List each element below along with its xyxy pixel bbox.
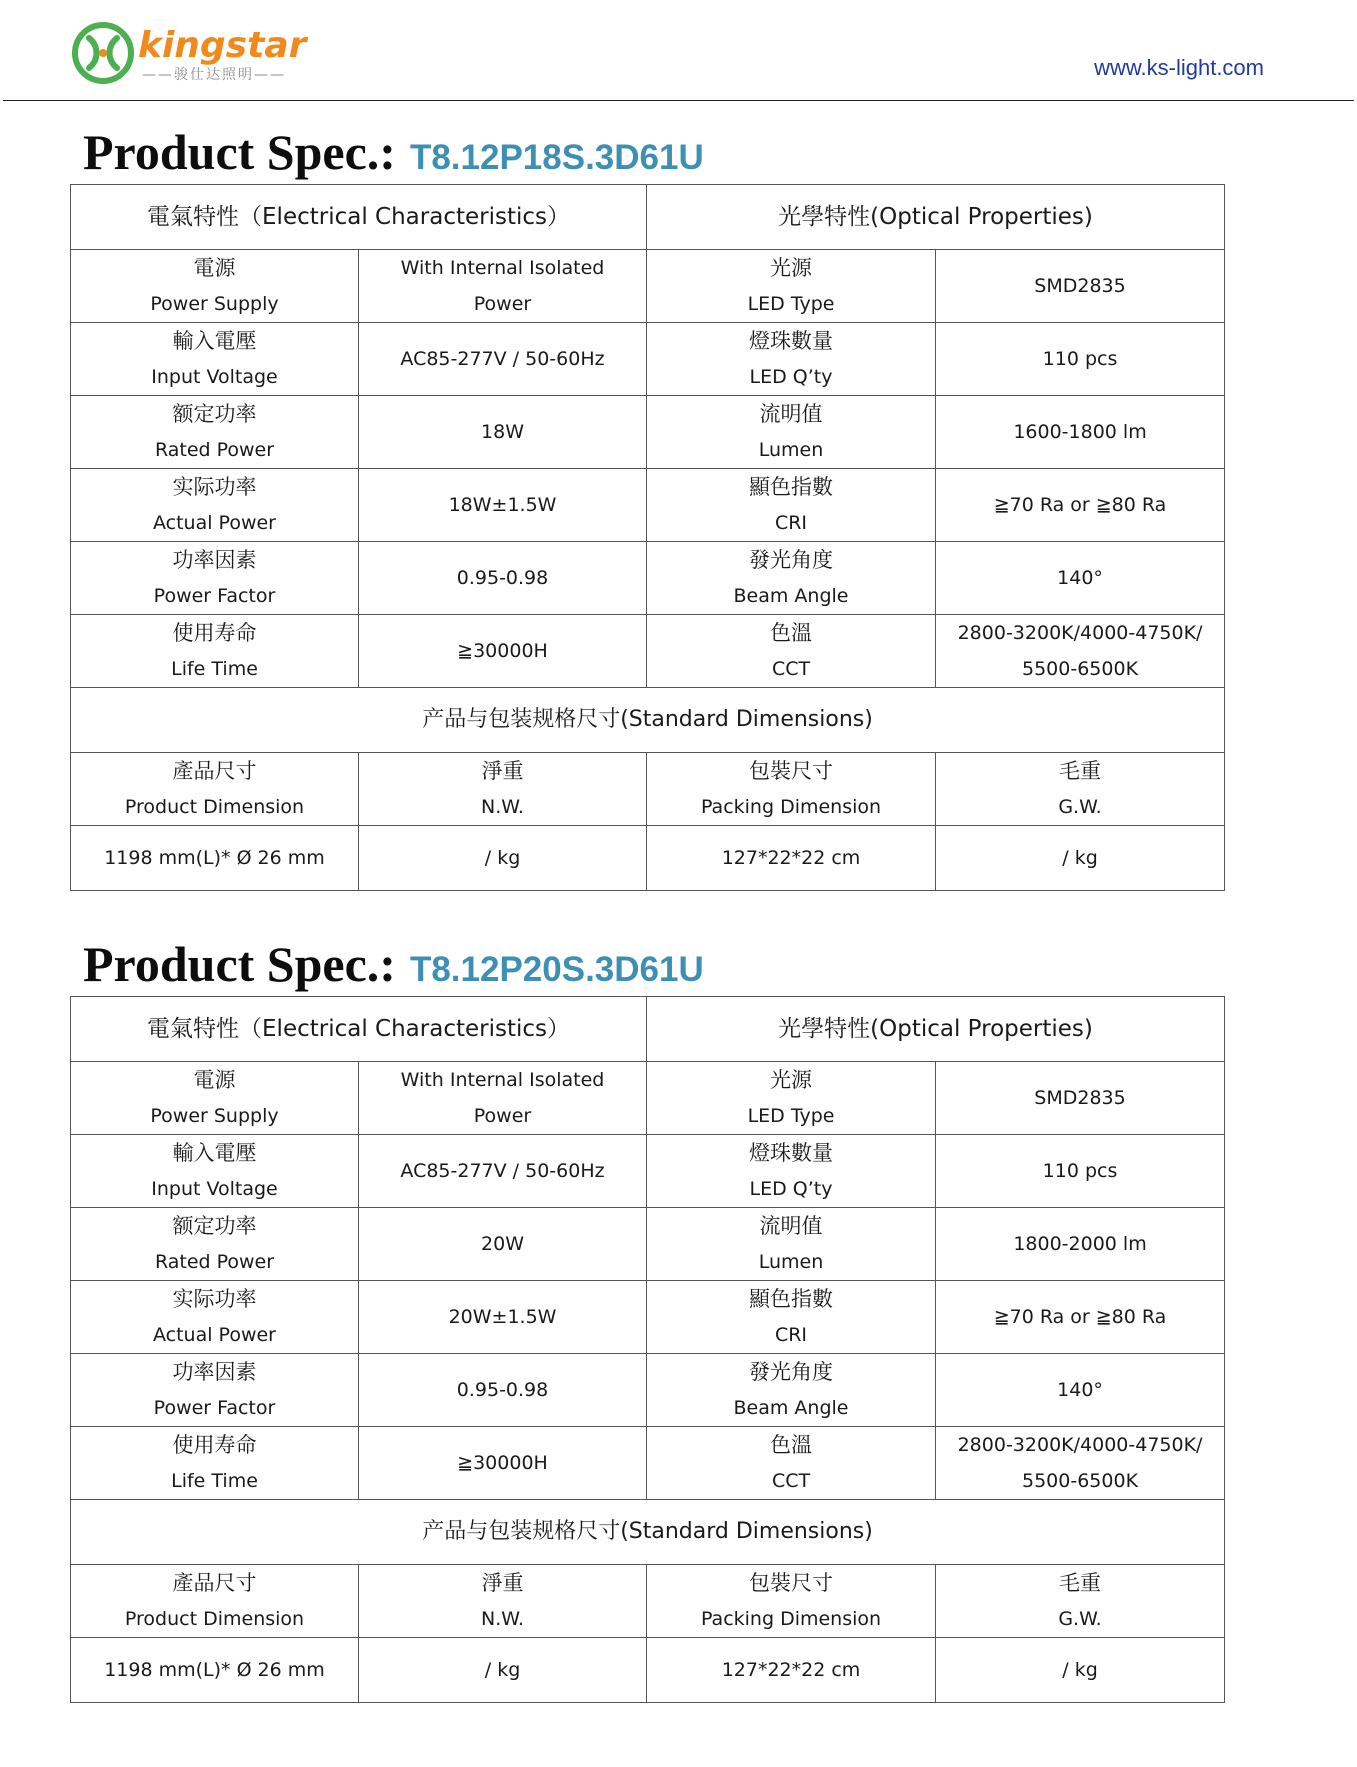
electrical-label-en: Life Time xyxy=(171,1470,258,1492)
electrical-value-line-1: AC85-277V / 50-60Hz xyxy=(400,1160,605,1182)
website-link[interactable]: www.ks-light.com xyxy=(1094,55,1264,80)
optical-value-line-1: 110 pcs xyxy=(1042,348,1118,370)
electrical-label-cn: 实际功率 xyxy=(172,475,257,499)
dimension-label-en: G.W. xyxy=(1058,1608,1102,1630)
dimensions-header: 产品与包装规格尺寸(Standard Dimensions) xyxy=(71,1500,1225,1565)
electrical-value-cell xyxy=(359,396,647,469)
electrical-value-line-1: 0.95-0.98 xyxy=(456,567,549,589)
dimension-label-cell xyxy=(936,753,1225,826)
optical-label-cn: 色溫 xyxy=(770,621,813,645)
electrical-value-cell xyxy=(359,469,647,542)
dimension-label-cn: 產品尺寸 xyxy=(172,759,257,783)
brand-name: kingstar xyxy=(138,25,307,66)
electrical-value-line-1: AC85-277V / 50-60Hz xyxy=(400,348,605,370)
optical-value-cell xyxy=(936,542,1225,615)
optical-value-line-1: 2800-3200K/4000-4750K/ xyxy=(957,622,1203,644)
optical-label-cn: 顯色指數 xyxy=(749,475,834,499)
electrical-label-en: Rated Power xyxy=(154,439,275,461)
electrical-value-cell xyxy=(359,1135,647,1208)
spec-header-row xyxy=(71,997,1225,1062)
optical-value-cell xyxy=(936,1135,1225,1208)
electrical-label-en: Actual Power xyxy=(152,512,276,534)
dimension-label-cell xyxy=(71,1565,359,1638)
page-header xyxy=(0,0,1357,100)
optical-label-cell xyxy=(647,615,936,688)
table-row xyxy=(71,1427,1225,1500)
dimension-label-cell xyxy=(647,753,936,826)
electrical-label-en: Input Voltage xyxy=(151,1178,278,1200)
electrical-value-cell xyxy=(359,615,647,688)
dimension-label-cell xyxy=(647,1565,936,1638)
optical-label-cell xyxy=(647,1208,936,1281)
optical-value-cell xyxy=(936,396,1225,469)
gross-weight-value: / kg xyxy=(936,1638,1225,1703)
optical-label-cn: 色溫 xyxy=(770,1433,813,1457)
dimension-label-cn: 淨重 xyxy=(481,759,524,783)
packing-dimension-value: 127*22*22 cm xyxy=(647,1638,936,1703)
optical-value-line-1: 1800-2000 lm xyxy=(1013,1233,1147,1255)
dimension-label-cn: 毛重 xyxy=(1059,1571,1102,1595)
spec-header-row xyxy=(71,185,1225,250)
optical-value-line-1: SMD2835 xyxy=(1034,1087,1126,1109)
electrical-label-cn: 輸入電壓 xyxy=(172,329,257,353)
optical-value-line-1: ≧70 Ra or ≧80 Ra xyxy=(993,494,1167,516)
table-row xyxy=(71,1354,1225,1427)
electrical-value-line-2: Power xyxy=(473,1105,532,1127)
electrical-value-line-1: ≧30000H xyxy=(457,640,548,662)
electrical-value-cell xyxy=(359,1354,647,1427)
spec-table xyxy=(70,184,1225,891)
electrical-label-cell xyxy=(71,396,359,469)
dimension-label-en: N.W. xyxy=(481,1608,524,1630)
electrical-value-line-1: 20W xyxy=(481,1233,524,1255)
electrical-label-en: Rated Power xyxy=(154,1251,275,1273)
optical-value-cell xyxy=(936,1354,1225,1427)
optical-label-cell xyxy=(647,323,936,396)
optical-value-line-1: 140° xyxy=(1057,1379,1103,1401)
optical-label-cn: 流明值 xyxy=(759,1214,823,1238)
dimension-label-cn: 包裝尺寸 xyxy=(749,1571,834,1595)
optical-label-cell xyxy=(647,469,936,542)
optical-value-line-1: 1600-1800 lm xyxy=(1013,421,1147,443)
optical-label-en: Lumen xyxy=(758,439,824,461)
electrical-value-cell xyxy=(359,542,647,615)
table-row xyxy=(71,542,1225,615)
optical-value-line-1: ≧70 Ra or ≧80 Ra xyxy=(993,1306,1167,1328)
optical-label-en: CCT xyxy=(771,658,811,680)
product-dimension-value: 1198 mm(L)* Ø 26 mm xyxy=(71,826,359,891)
optical-value-line-2: 5500-6500K xyxy=(1022,1470,1139,1492)
optical-label-en: LED Type xyxy=(747,293,835,315)
electrical-label-cn: 使用寿命 xyxy=(172,621,257,645)
electrical-label-cn: 额定功率 xyxy=(172,402,257,426)
optical-label-en: LED Type xyxy=(747,1105,835,1127)
electrical-value-cell xyxy=(359,1281,647,1354)
optical-label-en: CRI xyxy=(774,1324,808,1346)
electrical-label-en: Power Supply xyxy=(150,293,279,315)
electrical-label-en: Input Voltage xyxy=(151,366,278,388)
optical-label-cell xyxy=(647,1062,936,1135)
optical-label-cell xyxy=(647,1354,936,1427)
dimension-label-en: Packing Dimension xyxy=(700,1608,882,1630)
optical-label-cn: 燈珠數量 xyxy=(749,1141,834,1165)
electrical-label-cn: 功率因素 xyxy=(172,1360,257,1384)
dimension-label-cell xyxy=(359,753,647,826)
spec-table xyxy=(70,996,1225,1703)
optical-value-cell xyxy=(936,1281,1225,1354)
net-weight-value: / kg xyxy=(359,1638,647,1703)
electrical-value-cell xyxy=(359,1427,647,1500)
electrical-label-cell xyxy=(71,1135,359,1208)
dimensions-value-row xyxy=(71,826,1225,891)
kingstar-logo-icon xyxy=(72,22,134,84)
product-dimension-value: 1198 mm(L)* Ø 26 mm xyxy=(71,1638,359,1703)
optical-label-cell xyxy=(647,1427,936,1500)
dimensions-label-row xyxy=(71,1565,1225,1638)
spec-title-prefix: Product Spec.: xyxy=(83,936,396,992)
optical-value-cell xyxy=(936,615,1225,688)
optical-label-cell xyxy=(647,250,936,323)
spec-title xyxy=(83,936,704,1004)
optical-label-en: Lumen xyxy=(758,1251,824,1273)
optical-label-cn: 燈珠數量 xyxy=(749,329,834,353)
electrical-label-en: Actual Power xyxy=(152,1324,276,1346)
table-row xyxy=(71,250,1225,323)
spec-title-prefix: Product Spec.: xyxy=(83,124,396,180)
optical-value-line-1: 140° xyxy=(1057,567,1103,589)
dimension-label-cn: 包裝尺寸 xyxy=(749,759,834,783)
table-row xyxy=(71,323,1225,396)
electrical-label-cell xyxy=(71,323,359,396)
optical-label-cell xyxy=(647,396,936,469)
optical-value-cell xyxy=(936,1062,1225,1135)
electrical-value-cell xyxy=(359,250,647,323)
electrical-label-cn: 使用寿命 xyxy=(172,1433,257,1457)
electrical-label-cell xyxy=(71,1062,359,1135)
optical-value-line-1: 110 pcs xyxy=(1042,1160,1118,1182)
electrical-value-line-1: 18W±1.5W xyxy=(448,494,557,516)
optical-value-cell xyxy=(936,469,1225,542)
electrical-header: 電氣特性（Electrical Characteristics） xyxy=(71,997,647,1062)
dimension-label-cn: 毛重 xyxy=(1059,759,1102,783)
electrical-header: 電氣特性（Electrical Characteristics） xyxy=(71,185,647,250)
optical-label-cell xyxy=(647,542,936,615)
dimension-label-cell xyxy=(936,1565,1225,1638)
optical-value-line-2: 5500-6500K xyxy=(1022,658,1139,680)
optical-header: 光學特性(Optical Properties) xyxy=(647,185,1225,250)
optical-label-en: Beam Angle xyxy=(733,1397,849,1419)
electrical-value-line-1: 0.95-0.98 xyxy=(456,1379,549,1401)
optical-label-cell xyxy=(647,1281,936,1354)
dimensions-header: 产品与包装规格尺寸(Standard Dimensions) xyxy=(71,688,1225,753)
dimension-label-en: N.W. xyxy=(481,796,524,818)
electrical-label-cell xyxy=(71,250,359,323)
dimensions-header-row xyxy=(71,688,1225,753)
spec-title xyxy=(83,124,704,192)
dimension-label-cn: 淨重 xyxy=(481,1571,524,1595)
optical-label-en: CRI xyxy=(774,512,808,534)
table-row xyxy=(71,615,1225,688)
electrical-label-en: Power Supply xyxy=(150,1105,279,1127)
table-row xyxy=(71,1135,1225,1208)
optical-label-en: LED Q’ty xyxy=(749,1178,833,1200)
electrical-label-cell xyxy=(71,615,359,688)
electrical-label-en: Power Factor xyxy=(153,1397,276,1419)
electrical-value-line-1: With Internal Isolated xyxy=(400,1069,605,1091)
dimension-label-en: G.W. xyxy=(1058,796,1102,818)
electrical-value-line-2: Power xyxy=(473,293,532,315)
electrical-label-cell xyxy=(71,469,359,542)
optical-value-cell xyxy=(936,323,1225,396)
electrical-label-cn: 電源 xyxy=(193,1068,236,1092)
electrical-label-en: Power Factor xyxy=(153,585,276,607)
optical-value-cell xyxy=(936,1208,1225,1281)
header-divider xyxy=(3,100,1354,101)
optical-label-cn: 光源 xyxy=(770,256,813,280)
kingstar-logo xyxy=(72,22,312,86)
dimension-label-en: Packing Dimension xyxy=(700,796,882,818)
dimensions-value-row xyxy=(71,1638,1225,1703)
optical-label-cn: 光源 xyxy=(770,1068,813,1092)
electrical-label-en: Life Time xyxy=(171,658,258,680)
electrical-label-cn: 輸入電壓 xyxy=(172,1141,257,1165)
optical-label-cn: 顯色指數 xyxy=(749,1287,834,1311)
electrical-label-cn: 额定功率 xyxy=(172,1214,257,1238)
electrical-label-cn: 電源 xyxy=(193,256,236,280)
electrical-value-cell xyxy=(359,1062,647,1135)
dimensions-header-row xyxy=(71,1500,1225,1565)
optical-value-line-1: SMD2835 xyxy=(1034,275,1126,297)
optical-label-en: LED Q’ty xyxy=(749,366,833,388)
table-row xyxy=(71,1208,1225,1281)
optical-label-cn: 發光角度 xyxy=(749,1360,834,1384)
optical-label-en: Beam Angle xyxy=(733,585,849,607)
electrical-label-cell xyxy=(71,542,359,615)
electrical-value-line-1: 18W xyxy=(481,421,524,443)
table-row xyxy=(71,1281,1225,1354)
electrical-label-cell xyxy=(71,1208,359,1281)
optical-label-cn: 發光角度 xyxy=(749,548,834,572)
electrical-label-cn: 功率因素 xyxy=(172,548,257,572)
optical-value-cell xyxy=(936,1427,1225,1500)
table-row xyxy=(71,396,1225,469)
optical-value-cell xyxy=(936,250,1225,323)
net-weight-value: / kg xyxy=(359,826,647,891)
spec-model-number: T8.12P18S.3D61U xyxy=(409,138,704,177)
electrical-value-line-1: ≧30000H xyxy=(457,1452,548,1474)
table-row xyxy=(71,469,1225,542)
dimension-label-en: Product Dimension xyxy=(124,1608,305,1630)
gross-weight-value: / kg xyxy=(936,826,1225,891)
dimension-label-en: Product Dimension xyxy=(124,796,305,818)
optical-label-en: CCT xyxy=(771,1470,811,1492)
table-row xyxy=(71,1062,1225,1135)
dimension-label-cell xyxy=(359,1565,647,1638)
packing-dimension-value: 127*22*22 cm xyxy=(647,826,936,891)
electrical-label-cell xyxy=(71,1354,359,1427)
electrical-label-cell xyxy=(71,1281,359,1354)
dimension-label-cn: 產品尺寸 xyxy=(172,1571,257,1595)
spec-model-number: T8.12P20S.3D61U xyxy=(409,950,704,989)
brand-subtitle: ——骏仕达照明—— xyxy=(142,67,286,83)
dimensions-label-row xyxy=(71,753,1225,826)
optical-label-cell xyxy=(647,1135,936,1208)
dimension-label-cell xyxy=(71,753,359,826)
electrical-value-cell xyxy=(359,1208,647,1281)
optical-label-cn: 流明值 xyxy=(759,402,823,426)
electrical-label-cell xyxy=(71,1427,359,1500)
optical-value-line-1: 2800-3200K/4000-4750K/ xyxy=(957,1434,1203,1456)
electrical-label-cn: 实际功率 xyxy=(172,1287,257,1311)
optical-header: 光學特性(Optical Properties) xyxy=(647,997,1225,1062)
electrical-value-line-1: 20W±1.5W xyxy=(448,1306,557,1328)
electrical-value-line-1: With Internal Isolated xyxy=(400,257,605,279)
electrical-value-cell xyxy=(359,323,647,396)
